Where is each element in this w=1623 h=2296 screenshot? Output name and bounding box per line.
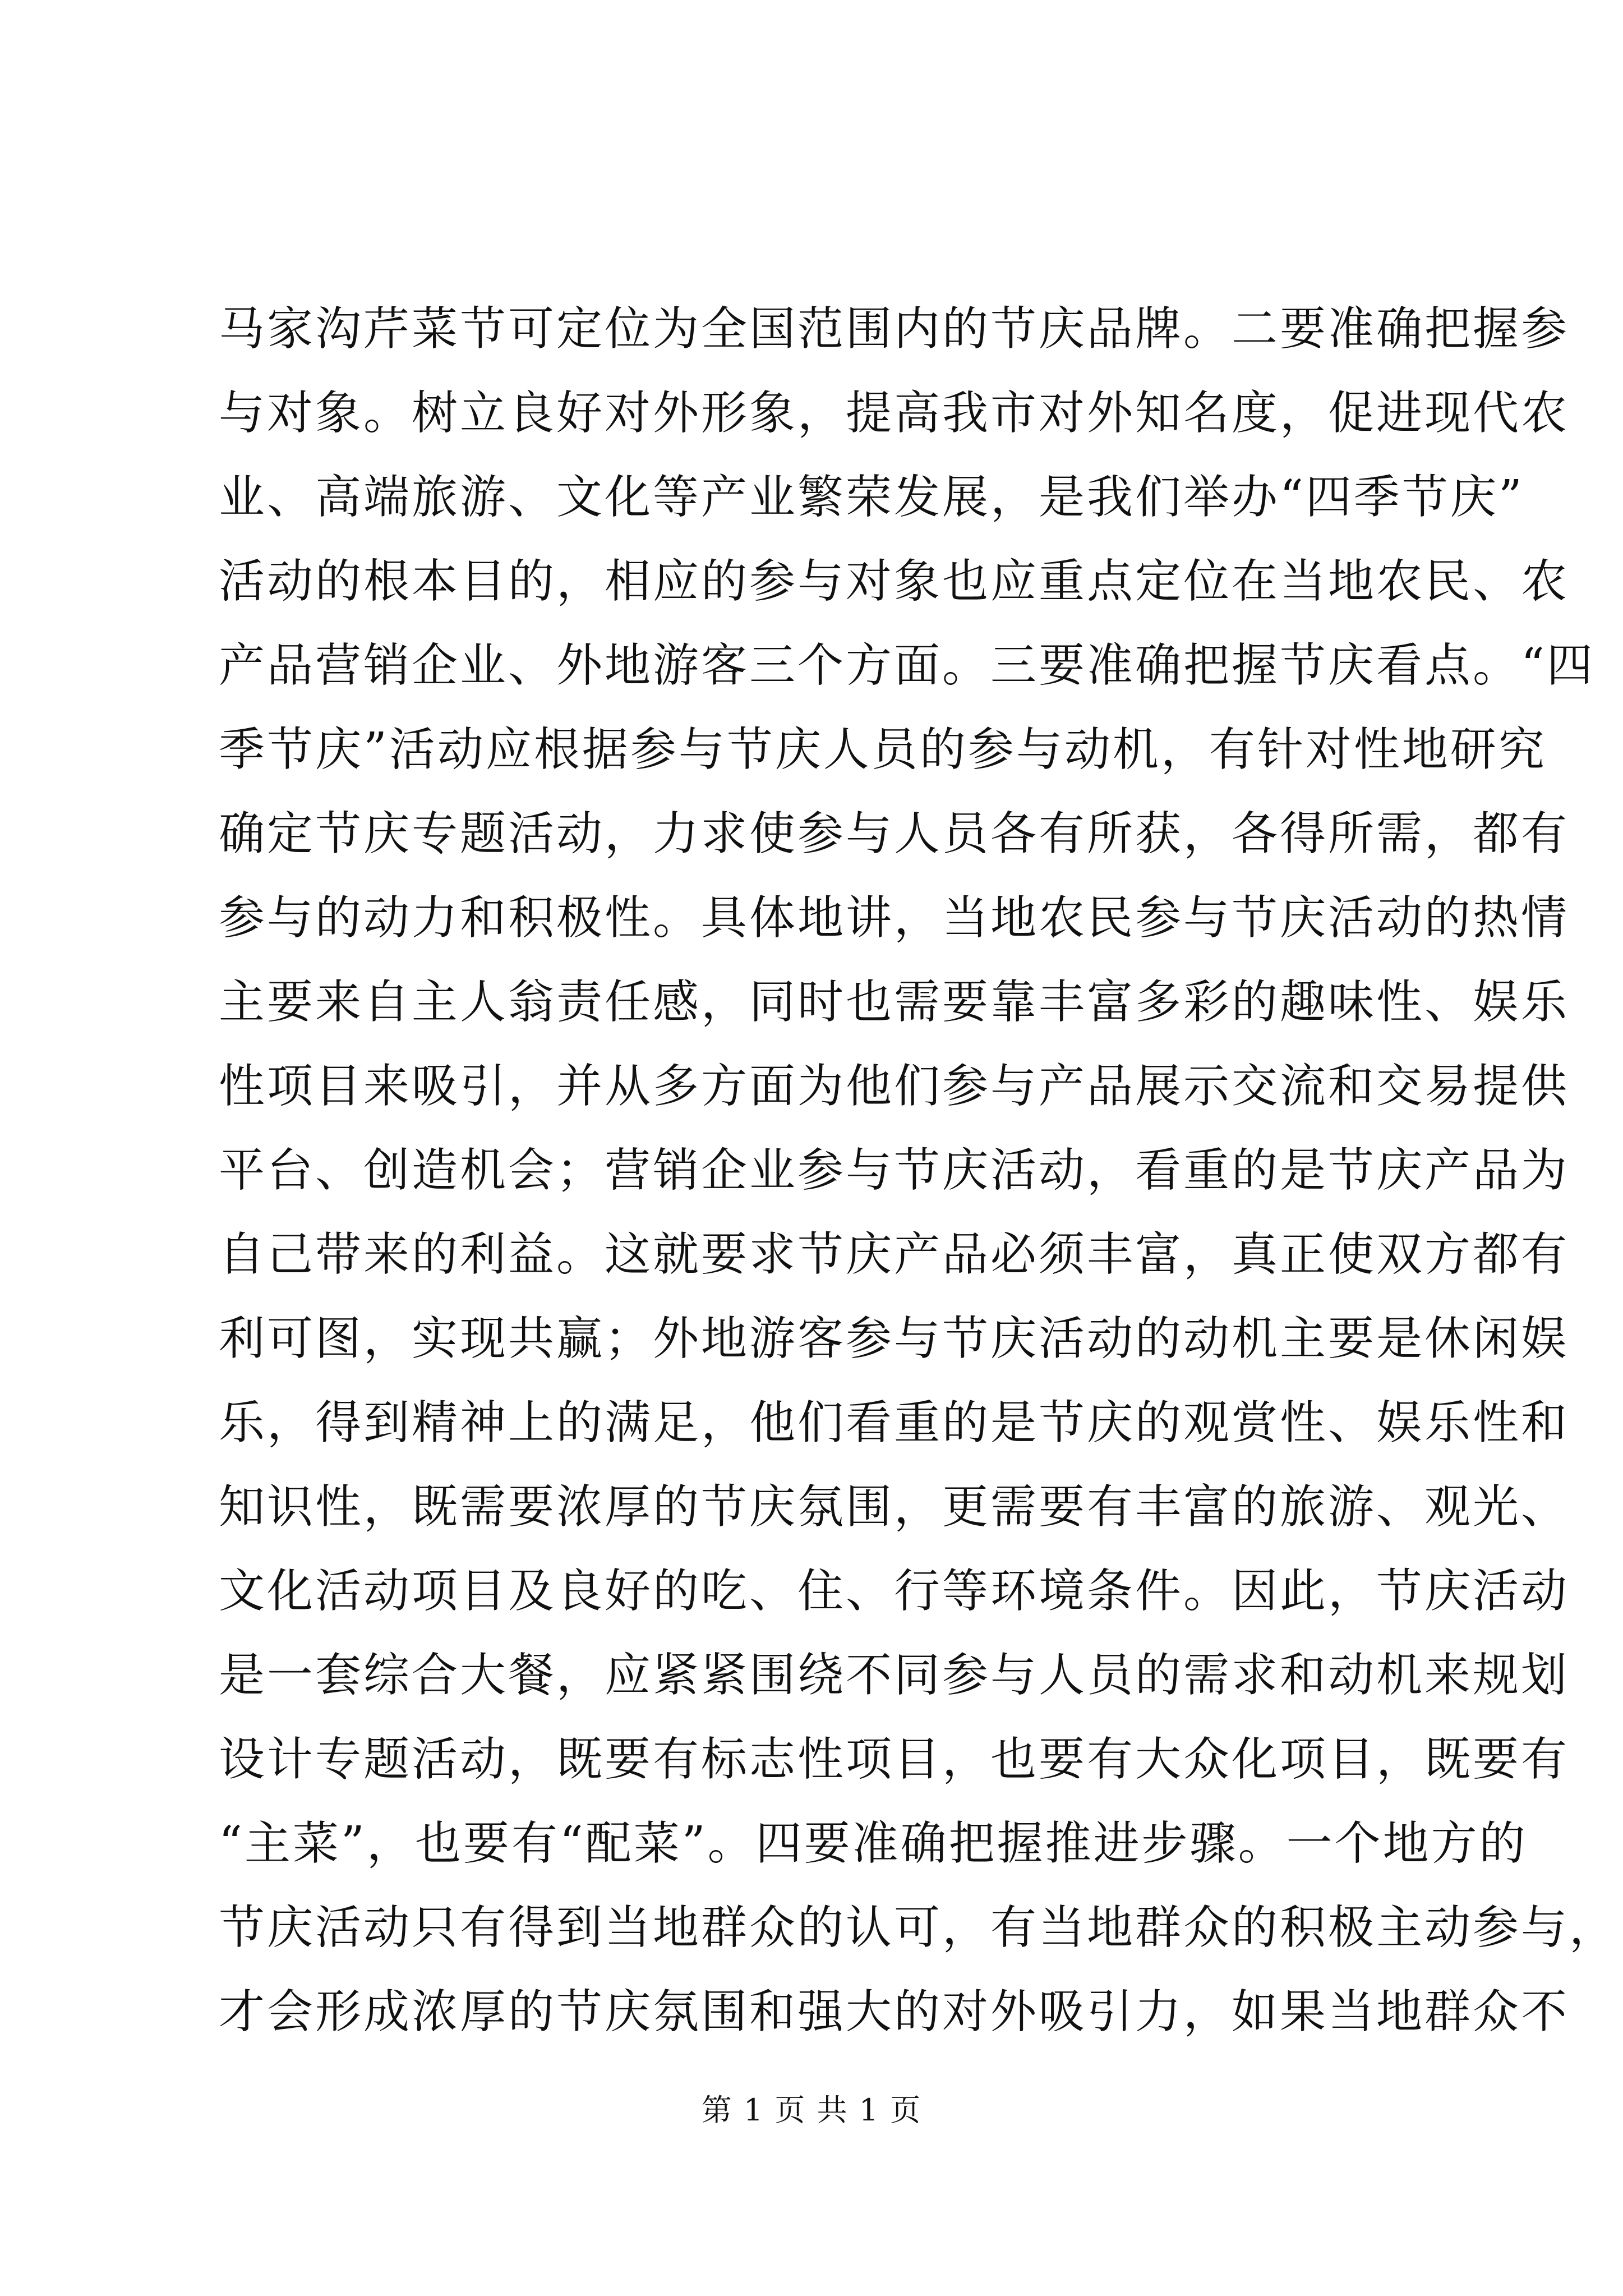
text-line: 活动的根本目的，相应的参与对象也应重点定位在当地农民、农 [219, 555, 1570, 608]
page-number-label: 第 1 页 共 1 页 [701, 2092, 922, 2128]
text-line: 才会形成浓厚的节庆氛围和强大的对外吸引力，如果当地群众不 [219, 1985, 1570, 2039]
text-line: 文化活动项目及良好的吃、住、行等环境条件。因此，节庆活动 [219, 1565, 1570, 1618]
text-line: 节庆活动只有得到当地群众的认可，有当地群众的积极主动参与， [219, 1901, 1618, 1954]
text-line: 设计专题活动，既要有标志性项目，也要有大众化项目，既要有 [219, 1733, 1570, 1786]
text-line: 与对象。树立良好对外形象，提高我市对外知名度，促进现代农 [219, 386, 1570, 440]
text-line: 产品营销企业、外地游客三个方面。三要准确把握节庆看点。“四 [219, 639, 1595, 692]
text-line: 是一套综合大餐，应紧紧围绕不同参与人员的需求和动机来规划 [219, 1649, 1570, 1702]
text-line: “主菜”，也要有“配菜”。四要准确把握推进步骤。一个地方的 [219, 1817, 1528, 1870]
text-line: 马家沟芹菜节可定位为全国范围内的节庆品牌。二要准确把握参 [219, 302, 1570, 356]
text-line: 季节庆”活动应根据参与节庆人员的参与动机，有针对性地研究 [219, 723, 1547, 776]
text-line: 参与的动力和积极性。具体地讲，当地农民参与节庆活动的热情 [219, 891, 1570, 945]
text-line: 业、高端旅游、文化等产业繁荣发展，是我们举办“四季节庆” [219, 471, 1524, 524]
text-line: 性项目来吸引，并从多方面为他们参与产品展示交流和交易提供 [219, 1060, 1570, 1113]
text-line: 主要来自主人翁责任感，同时也需要靠丰富多彩的趣味性、娱乐 [219, 976, 1570, 1029]
body-text [219, 287, 1618, 2054]
text-line: 利可图，实现共赢；外地游客参与节庆活动的动机主要是休闲娱 [219, 1312, 1570, 1365]
text-line: 平台、创造机会；营销企业参与节庆活动，看重的是节庆产品为 [219, 1144, 1570, 1197]
text-line: 确定节庆专题活动，力求使参与人员各有所获，各得所需，都有 [219, 807, 1570, 861]
text-line: 乐，得到精神上的满足，他们看重的是节庆的观赏性、娱乐性和 [219, 1396, 1570, 1450]
text-line: 知识性，既需要浓厚的节庆氛围，更需要有丰富的旅游、观光、 [219, 1480, 1570, 1534]
text-line: 自己带来的利益。这就要求节庆产品必须丰富，真正使双方都有 [219, 1228, 1570, 1281]
page-footer [0, 2088, 1623, 2133]
